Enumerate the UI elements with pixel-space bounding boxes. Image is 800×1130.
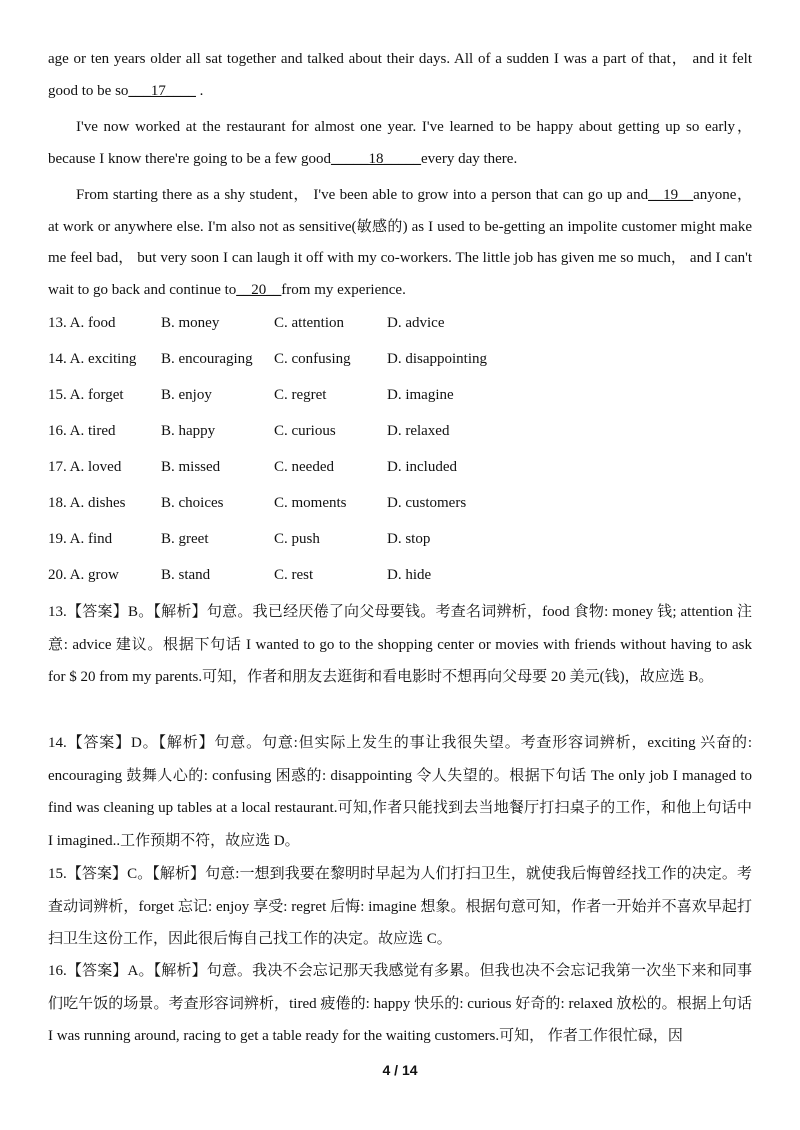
option-row-13: [48, 309, 752, 345]
blank-19: __19__: [648, 187, 694, 203]
option-row-20: [48, 561, 752, 597]
passage-text: from my experience.: [281, 281, 406, 298]
option-d: D. imagine: [387, 387, 454, 403]
option-d: D. included: [387, 459, 457, 475]
blank-20: __20__: [236, 281, 282, 298]
option-b: B. enjoy: [161, 387, 212, 403]
option-b: B. greet: [161, 531, 209, 547]
option-c: C. push: [274, 531, 320, 547]
option-c: C. confusing: [274, 351, 351, 367]
option-row-15: [48, 381, 752, 417]
passage-text: age or ten years older all sat together and talked about their days. All of a sudden I was a part of that， and it felt good to be so: [48, 51, 752, 99]
options-list: [48, 309, 752, 597]
option-c: C. rest: [274, 567, 314, 583]
option-d: D. disappointing: [387, 351, 487, 367]
passage-paragraph-3: [48, 180, 752, 306]
answer-15: 15.【答案】C。【解析】句意:一想到我要在黎明时早起为人们打扫卫生，就使我后悔曾经找工作的决定。考查动词辨析，forget 忘记: enjoy 享受: regret 后悔: imagine 想象。根据句意可知，作者一开始并不喜欢早起打扫卫生这份工作，因此很后悔自己找工作的决定。故应选 C。: [48, 866, 752, 947]
option-c: C. regret: [274, 387, 327, 403]
option-c: C. needed: [274, 459, 334, 475]
option-d: D. stop: [387, 531, 431, 547]
option-d: D. hide: [387, 567, 432, 583]
page-number: 4 / 14: [382, 1062, 418, 1078]
option-b: B. encouraging: [161, 351, 253, 367]
option-b: B. stand: [161, 567, 211, 583]
passage-text: I've now worked at the restaurant for almost one year. I've learned to be happy about getting up so early，because I know there're going to be a few good: [48, 119, 752, 167]
option-row-17: [48, 453, 752, 489]
option-a: 17. A. loved: [48, 459, 122, 475]
option-c: C. attention: [274, 315, 344, 331]
passage-text: From starting there as a shy student， I've been able to grow into a person that can go up and: [76, 187, 649, 203]
answer-13: 13.【答案】B。【解析】句意。我已经厌倦了向父母要钱。考查名词辨析，food 食物: money 钱; attention 注意: advice 建议。根据下句话 I wanted to go to the shopping center or movies with friends without having to ask for $ 20 from my parents.可知，作者和朋友去逛街和看电影时不想再向父母要 20 美元(钱)，故应选 B。: [48, 604, 752, 685]
passage-text: anyone， at work or anywhere else. I'm also not as sensitive(敏感的) as I used to be-getting an impolite customer might make me feel bad， but very soon I can laugh it off with my co-workers. The little job has given me so much， and I can't wait to go back and continue to: [48, 187, 752, 298]
option-a: 14. A. exciting: [48, 351, 137, 367]
option-b: B. happy: [161, 423, 216, 439]
passage-text: every day there.: [421, 150, 518, 167]
passage-paragraph-1: [48, 44, 752, 107]
blank-18: _____18_____: [331, 150, 422, 167]
option-b: B. missed: [161, 459, 221, 475]
option-d: D. advice: [387, 315, 445, 331]
option-a: 18. A. dishes: [48, 495, 126, 511]
option-b: B. money: [161, 315, 220, 331]
option-a: 20. A. grow: [48, 567, 119, 583]
option-row-18: [48, 489, 752, 525]
option-d: D. relaxed: [387, 423, 450, 439]
option-a: 15. A. forget: [48, 387, 124, 403]
option-a: 16. A. tired: [48, 423, 116, 439]
option-row-16: [48, 417, 752, 453]
option-d: D. customers: [387, 495, 467, 511]
option-row-14: [48, 345, 752, 381]
option-a: 13. A. food: [48, 315, 116, 331]
option-b: B. choices: [161, 495, 224, 511]
option-a: 19. A. find: [48, 531, 113, 547]
passage-paragraph-2: [48, 112, 752, 175]
answer-16: 16.【答案】A。【解析】句意。我决不会忘记那天我感觉有多累。但我也决不会忘记我第一次坐下来和同事们吃午饭的场景。考查形容词辨析，tired 疲倦的: happy 快乐的: curious 好奇的: relaxed 放松的。根据上句话 I was running around, racing to get a table ready for the waiting customers.可知， 作者工作很忙碌，因: [48, 963, 752, 1044]
option-c: C. curious: [274, 423, 336, 439]
option-row-19: [48, 525, 752, 561]
answer-14: 14.【答案】D。【解析】句意。句意:但实际上发生的事让我很失望。考查形容词辨析，exciting 兴奋的: encouraging 鼓舞人心的: confusing 困惑的: disappointing 令人失望的。根据下句话 The only job I managed to find was cleaning up tables at a local restaurant.可知,作者只能找到去当地餐厅打扫桌子的工作，和他上句话中 I imagined..工作预期不符，故应选 D。: [48, 735, 752, 849]
blank-17: ___17____: [128, 82, 196, 99]
passage-text: .: [195, 82, 204, 99]
option-c: C. moments: [274, 495, 347, 511]
